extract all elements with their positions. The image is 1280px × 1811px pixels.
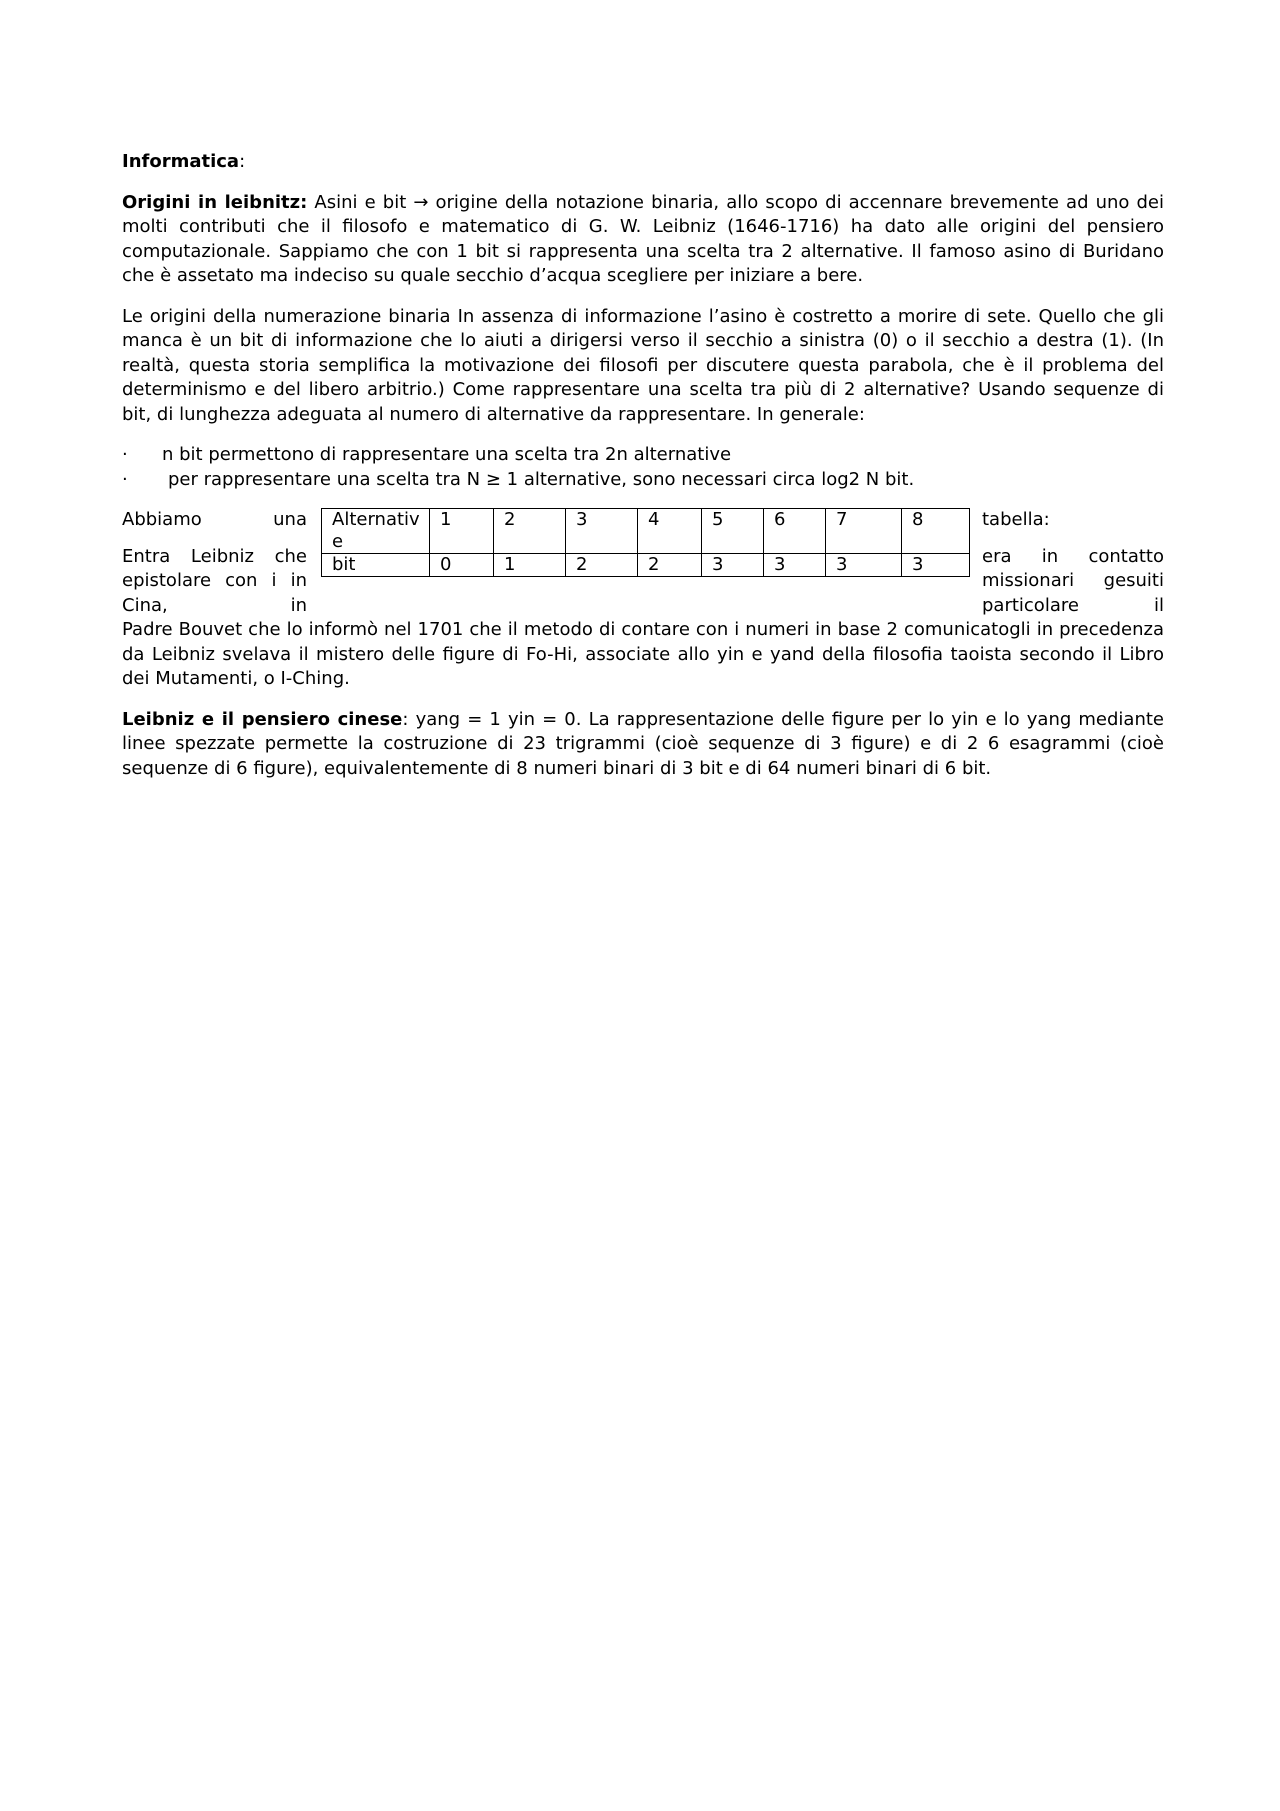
table-cell: 3 xyxy=(902,554,970,577)
alternatives-table xyxy=(321,508,970,577)
table-cell: 3 xyxy=(826,554,902,577)
table-cell: Alternative xyxy=(322,509,430,554)
table-cell: 3 xyxy=(702,554,764,577)
bullet-marker: · xyxy=(122,444,128,465)
bullet-marker: · xyxy=(122,468,128,490)
bullet-item xyxy=(122,443,1164,468)
table-row xyxy=(322,554,970,577)
table-cell: 1 xyxy=(494,554,566,577)
bullet-list xyxy=(122,443,1164,492)
paragraph-pensiero-lead: Leibniz e il pensiero cinese xyxy=(122,708,403,730)
table-cell: 0 xyxy=(430,554,494,577)
bullet-text: n bit permettono di rappresentare una scelta tra 2n alternative xyxy=(162,444,732,465)
table-cell: 1 xyxy=(430,509,494,554)
section-heading xyxy=(122,150,1164,175)
table-cell: 5 xyxy=(702,509,764,554)
wrap-right-line2: era in contatto missionari gesuiti particolare il xyxy=(982,545,1164,616)
table-cell: 2 xyxy=(566,554,638,577)
table-row xyxy=(322,509,970,554)
wrap-right-line1: tabella: xyxy=(982,509,1050,530)
paragraph-pensiero-text: : yang = 1 yin = 0. La rappresentazione delle figure per lo yin e lo yang mediante linee spezzate permette la costruzione di 23 trigrammi (cioè sequenze di 3 figure) e di 2 6 esagrammi (cioè sequenze di 6 figure), equivalentemente di 8 numeri binari di 3 bit e di 64 numeri binari di 6 bit. xyxy=(122,708,1164,779)
paragraph-origini-lead: Origini in leibnitz: xyxy=(122,191,308,213)
heading-title: Informatica xyxy=(122,151,240,172)
table-cell: 8 xyxy=(902,509,970,554)
paragraph-pensiero-cinese xyxy=(122,708,1164,782)
paragraph-bouvet: Padre Bouvet che lo informò nel 1701 che il metodo di contare con i numeri in base 2 comunicatogli in precedenza da Leibniz svelava il mistero delle figure di Fo-Hi, associate allo yin e yand della filosofia taoista secondo il Libro dei Mutamenti, o I-Ching. xyxy=(122,619,1164,689)
paragraph-origini-text: Asini e bit → origine della notazione binaria, allo scopo di accennare brevemente ad uno dei molti contributi che il filosofo e matematico di G. W. Leibniz (1646-1716) ha dato alle origini del pensiero computazionale. Sappiamo che con 1 bit si rappresenta una scelta tra 2 alternative. Il famoso asino di Buridano che è assetato ma indeciso su quale secchio d’acqua scegliere per iniziare a bere. xyxy=(122,191,1164,286)
heading-suffix: : xyxy=(239,151,246,172)
document-body xyxy=(122,150,1164,797)
table-cell: 3 xyxy=(764,554,826,577)
paragraph-origini xyxy=(122,191,1164,289)
table-wrap-block xyxy=(122,508,1164,628)
table-cell: 2 xyxy=(494,509,566,554)
table-cell: 2 xyxy=(638,554,702,577)
table-cell: 3 xyxy=(566,509,638,554)
table-cell: 4 xyxy=(638,509,702,554)
wrap-left-line2: Entra Leibniz che epistolare con i in Cina, in xyxy=(122,545,307,616)
wrap-right-text xyxy=(982,508,1164,618)
wrap-left-line1: Abbiamo una xyxy=(122,509,307,530)
table-cell: 6 xyxy=(764,509,826,554)
wrap-left-text xyxy=(122,508,307,618)
paragraph-numerazione: Le origini della numerazione binaria In assenza di informazione l’asino è costretto a morire di sete. Quello che gli manca è un bit di informazione che lo aiuti a dirigersi verso il secchio a sinistra (0) o il secchio a destra (1). (In realtà, questa storia semplifica la motivazione dei filosofi per discutere questa parabola, che è il problema del determinismo e del libero arbitrio.) Come rappresentare una scelta tra più di 2 alternative? Usando sequenze di bit, di lunghezza adeguata al numero di alternative da rappresentare. In generale: xyxy=(122,305,1164,425)
bullet-text: per rappresentare una scelta tra N ≥ 1 alternative, sono necessari circa log2 N bit. xyxy=(168,468,915,490)
table-cell: 7 xyxy=(826,509,902,554)
bullet-item xyxy=(122,468,1164,493)
table-cell: bit xyxy=(322,554,430,577)
